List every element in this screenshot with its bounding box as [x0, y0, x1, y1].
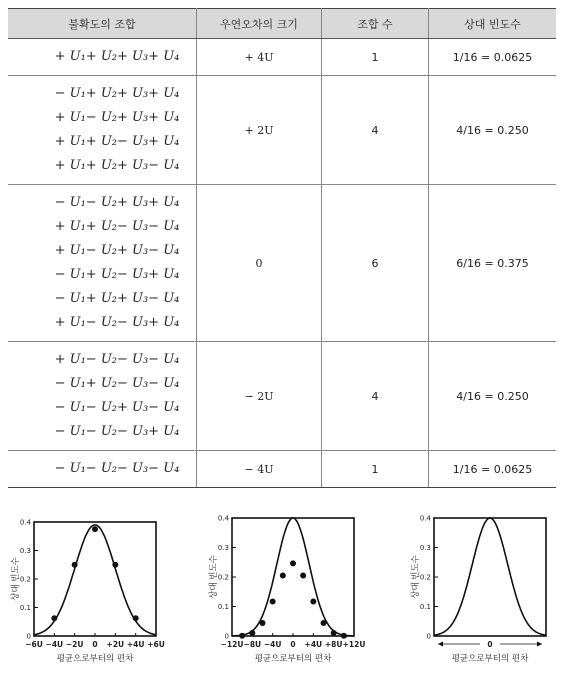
- combination-line: − U₁+ U₂− U₃+ U₄: [54, 267, 180, 282]
- y-tick-label: 0.4: [19, 518, 31, 527]
- combination-line: + U₁+ U₂+ U₃+ U₄: [54, 49, 180, 64]
- data-point: [300, 573, 306, 579]
- data-point: [341, 633, 347, 639]
- x-tick-label: −6U: [25, 640, 43, 649]
- data-point: [72, 562, 78, 568]
- y-tick-label: 0.3: [19, 547, 31, 555]
- y-tick-label: 0.2: [217, 573, 229, 582]
- y-tick-label: 0.1: [217, 603, 229, 611]
- y-tick-label: 0.1: [419, 603, 431, 611]
- table-row: [8, 451, 556, 488]
- table-row: [8, 185, 556, 342]
- data-point: [112, 562, 118, 568]
- distribution-curve: [232, 518, 354, 636]
- data-point: [270, 598, 276, 604]
- y-tick-label: 0: [26, 632, 31, 641]
- x-axis-label: 평균으로부터의 편차: [254, 654, 332, 664]
- plot-frame: [434, 518, 546, 636]
- x-tick-label: +2U: [106, 640, 125, 649]
- deviation-cell: − 4U: [197, 451, 322, 488]
- y-tick-label: 0.2: [19, 575, 31, 584]
- x-tick-label: 0: [487, 640, 493, 649]
- combination-line: − U₁− U₂− U₃+ U₄: [54, 424, 180, 439]
- data-point: [239, 633, 245, 639]
- y-axis-label: 상대 빈도수: [11, 557, 21, 601]
- header-count: 조합 수: [322, 9, 429, 39]
- plot-frame: [232, 518, 354, 636]
- x-tick-label: +6U: [147, 640, 165, 649]
- x-tick-label: +4U: [304, 640, 323, 649]
- table-row: [8, 76, 556, 185]
- count-cell: 4: [322, 342, 429, 451]
- frequency-cell: 6/16 = 0.375: [429, 185, 557, 342]
- x-axis-label: 평균으로부터의 편차: [56, 654, 134, 664]
- data-point: [260, 620, 266, 626]
- table-row: [8, 39, 556, 76]
- x-axis-label: 평균으로부터의 편차: [451, 654, 529, 664]
- count-cell: 1: [322, 451, 429, 488]
- data-point: [321, 620, 327, 626]
- deviation-cell: + 4U: [197, 39, 322, 76]
- combination-line: + U₁− U₂+ U₃+ U₄: [54, 110, 180, 125]
- y-tick-label: 0.3: [419, 544, 431, 552]
- count-cell: 4: [322, 76, 429, 185]
- data-point: [249, 630, 255, 636]
- header-combination: 불확도의 조합: [8, 9, 197, 39]
- chart-4-readings-svg: [8, 508, 168, 676]
- y-tick-label: 0.4: [419, 514, 431, 523]
- combination-cell: [8, 451, 197, 488]
- data-point: [133, 615, 139, 621]
- y-axis-label: 상대 빈도수: [209, 555, 219, 599]
- table-row: [8, 342, 556, 451]
- header-error-size: 우연오차의 크기: [197, 9, 322, 39]
- combination-line: − U₁− U₂+ U₃+ U₄: [54, 195, 180, 210]
- combination-line: − U₁− U₂− U₃− U₄: [54, 461, 180, 476]
- y-tick-label: 0: [426, 632, 431, 641]
- y-tick-label: 0.4: [217, 514, 229, 523]
- combination-cell: [8, 76, 197, 185]
- data-point: [92, 526, 98, 532]
- x-tick-label: 0: [92, 640, 98, 649]
- y-tick-label: 0: [224, 632, 229, 641]
- y-tick-label: 0.1: [19, 604, 31, 612]
- chart-10-readings-svg: [196, 508, 366, 676]
- arrowhead-right: [537, 642, 542, 647]
- y-tick-label: 0.2: [419, 573, 431, 582]
- combination-line: + U₁− U₂− U₃+ U₄: [54, 315, 180, 330]
- x-tick-label: −4U: [263, 640, 282, 649]
- x-tick-label: −8U: [243, 640, 262, 649]
- header-relative-frequency: 상대 빈도수: [429, 9, 557, 39]
- chart-continuous: [398, 508, 558, 676]
- combination-cell: [8, 342, 197, 451]
- x-tick-label: 0: [290, 640, 296, 649]
- data-point: [51, 615, 57, 621]
- frequency-cell: 4/16 = 0.250: [429, 76, 557, 185]
- combination-line: + U₁− U₂− U₃− U₄: [54, 352, 180, 367]
- y-tick-label: 0.3: [217, 544, 229, 552]
- combination-line: − U₁− U₂+ U₃− U₄: [54, 400, 180, 415]
- combination-line: + U₁+ U₂− U₃+ U₄: [54, 134, 180, 149]
- data-point: [280, 573, 286, 579]
- x-tick-label: −4U: [45, 640, 64, 649]
- combination-line: − U₁+ U₂+ U₃+ U₄: [54, 86, 180, 101]
- chart-continuous-svg: [398, 508, 558, 676]
- chart-4-readings: [8, 508, 168, 676]
- data-point: [331, 630, 337, 636]
- combination-line: + U₁+ U₂− U₃− U₄: [54, 219, 180, 234]
- combination-cell: [8, 39, 197, 76]
- combination-line: − U₁+ U₂+ U₃− U₄: [54, 291, 180, 306]
- data-point: [290, 560, 296, 566]
- distribution-curve: [434, 518, 546, 635]
- frequency-cell: 1/16 = 0.0625: [429, 451, 557, 488]
- deviation-cell: 0: [197, 185, 322, 342]
- deviation-cell: − 2U: [197, 342, 322, 451]
- arrowhead-left: [438, 642, 443, 647]
- combination-cell: [8, 185, 197, 342]
- x-tick-label: +8U: [324, 640, 343, 649]
- frequency-cell: 1/16 = 0.0625: [429, 39, 557, 76]
- y-axis-label: 상대 빈도수: [411, 555, 421, 599]
- x-tick-label: −12U: [220, 640, 244, 649]
- combination-line: + U₁+ U₂+ U₃− U₄: [54, 158, 180, 173]
- x-tick-label: −2U: [65, 640, 84, 649]
- combination-line: − U₁+ U₂− U₃− U₄: [54, 376, 180, 391]
- count-cell: 6: [322, 185, 429, 342]
- count-cell: 1: [322, 39, 429, 76]
- x-tick-label: +12U: [342, 640, 366, 649]
- x-tick-label: +4U: [126, 640, 145, 649]
- table-header-row: [8, 9, 556, 39]
- combination-table: [8, 8, 556, 488]
- combination-line: + U₁− U₂+ U₃− U₄: [54, 243, 180, 258]
- chart-10-readings: [196, 508, 366, 676]
- deviation-cell: + 2U: [197, 76, 322, 185]
- data-point: [310, 598, 316, 604]
- frequency-cell: 4/16 = 0.250: [429, 342, 557, 451]
